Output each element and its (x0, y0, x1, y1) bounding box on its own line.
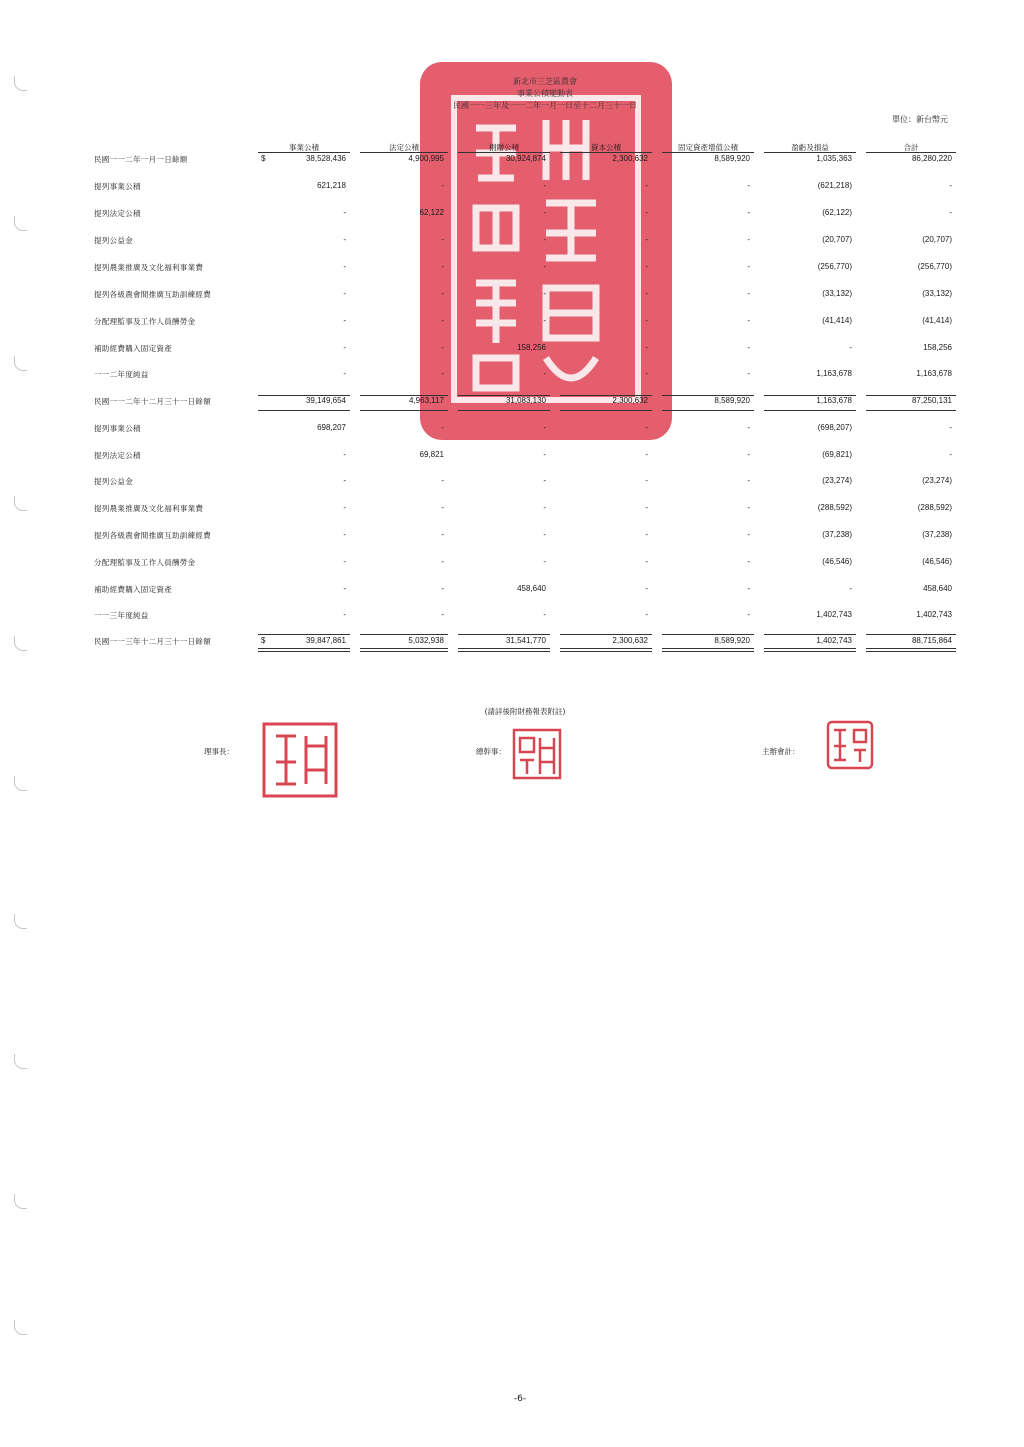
table-cell: (69,821) (822, 450, 852, 459)
table-cell: (698,207) (817, 423, 852, 432)
table-cell: (20,707) (922, 235, 952, 244)
table-cell: 39,847,861 (305, 636, 346, 645)
table-cell: (23,274) (822, 476, 852, 485)
table-cell: - (645, 530, 648, 539)
subtotal-rule (560, 395, 652, 396)
table-cell: - (645, 503, 648, 512)
double-rule (258, 648, 350, 652)
table-cell: - (441, 369, 444, 378)
binder-hole (14, 1320, 27, 1335)
table-cell: - (543, 289, 546, 298)
table-cell: 1,163,678 (816, 396, 852, 405)
table-cell: - (645, 369, 648, 378)
table-cell: 4,963,117 (409, 396, 444, 405)
table-row (0, 423, 1024, 437)
table-cell: (621,218) (817, 181, 852, 190)
row-label: 提列公益金 (94, 477, 133, 486)
row-label: 一一二年度純益 (94, 370, 149, 379)
table-cell: - (441, 557, 444, 566)
table-cell: - (543, 316, 546, 325)
table-cell: (46,546) (922, 557, 952, 566)
table-cell: - (949, 208, 952, 217)
table-cell: (23,274) (922, 476, 952, 485)
table-cell: (288,592) (917, 503, 952, 512)
table-row (0, 289, 1024, 303)
table-cell: 88,715,864 (911, 636, 952, 645)
table-cell: - (343, 610, 346, 619)
table-row (0, 235, 1024, 249)
table-cell: - (645, 235, 648, 244)
table-cell: (288,592) (817, 503, 852, 512)
table-cell: - (343, 289, 346, 298)
table-cell: - (747, 289, 750, 298)
row-label: 提列農業推廣及文化福利事業費 (94, 263, 204, 272)
table-cell: - (441, 235, 444, 244)
table-cell: - (949, 181, 952, 190)
total-rule (360, 634, 448, 635)
table-cell: - (441, 181, 444, 190)
table-cell: - (645, 208, 648, 217)
row-label: 分配理監事及工作人員酬勞金 (94, 558, 196, 567)
table-row (0, 476, 1024, 490)
table-cell: - (645, 289, 648, 298)
binder-hole (14, 1054, 27, 1069)
table-cell: 1,163,678 (816, 369, 852, 378)
table-cell: - (849, 343, 852, 352)
table-cell: - (645, 262, 648, 271)
table-cell: - (645, 450, 648, 459)
table-row (0, 154, 1024, 168)
table-cell: 158,256 (923, 343, 952, 352)
table-cell: 458,640 (923, 584, 952, 593)
double-rule (560, 648, 652, 652)
row-label: 民國一一三年十二月三十一日餘額 (94, 637, 211, 646)
table-cell: - (747, 450, 750, 459)
table-cell: 8,589,920 (714, 154, 750, 163)
row-label: 補助經費購入固定資產 (94, 585, 172, 594)
table-cell: 458,640 (517, 584, 546, 593)
currency-unit: 單位：新台幣元 (892, 115, 948, 124)
table-cell: 2,300,632 (612, 396, 648, 405)
table-cell: - (441, 343, 444, 352)
subtotal-rule (458, 410, 550, 411)
table-cell: - (543, 235, 546, 244)
table-cell: - (747, 235, 750, 244)
table-cell: - (645, 476, 648, 485)
row-label: 提列公益金 (94, 236, 133, 245)
double-rule (662, 648, 754, 652)
table-cell: (62,122) (822, 208, 852, 217)
table-cell: - (747, 610, 750, 619)
subtotal-rule (560, 410, 652, 411)
table-row (0, 584, 1024, 598)
binder-hole (14, 76, 27, 91)
table-cell: 2,300,632 (612, 154, 648, 163)
column-header: 事業公積 (258, 142, 350, 153)
table-cell: - (747, 181, 750, 190)
table-row (0, 208, 1024, 222)
table-cell: - (543, 181, 546, 190)
table-cell: - (543, 476, 546, 485)
table-row (0, 530, 1024, 544)
table-cell: 86,280,220 (911, 154, 952, 163)
chief-accountant-seal (826, 720, 874, 770)
table-cell: - (949, 450, 952, 459)
binder-hole (14, 776, 27, 791)
table-row (0, 262, 1024, 276)
row-label: 民國一一二年十二月三十一日餘額 (94, 397, 211, 406)
row-label: 分配理監事及工作人員酬勞金 (94, 317, 196, 326)
table-cell: - (343, 476, 346, 485)
table-cell: 621,218 (317, 181, 346, 190)
table-cell: 1,402,743 (816, 610, 852, 619)
row-label: 提列法定公積 (94, 209, 141, 218)
table-cell: (33,132) (822, 289, 852, 298)
table-cell: 2,300,632 (612, 636, 648, 645)
table-cell: - (343, 369, 346, 378)
table-cell: 31,083,130 (505, 396, 546, 405)
table-row (0, 396, 1024, 410)
chairman-seal (262, 722, 338, 798)
table-cell: - (543, 423, 546, 432)
column-header: 法定公積 (360, 142, 448, 153)
table-cell: - (747, 557, 750, 566)
subtotal-rule (866, 395, 956, 396)
subtotal-rule (662, 395, 754, 396)
table-row (0, 181, 1024, 195)
table-cell: 69,821 (419, 450, 444, 459)
table-row (0, 316, 1024, 330)
table-cell: (41,414) (922, 316, 952, 325)
table-cell: - (441, 289, 444, 298)
column-header: 資本公積 (560, 142, 652, 153)
table-cell: 1,402,743 (916, 610, 952, 619)
table-row (0, 369, 1024, 383)
table-cell: - (343, 208, 346, 217)
table-cell: - (343, 343, 346, 352)
table-cell: - (343, 557, 346, 566)
subtotal-rule (360, 395, 448, 396)
table-cell: - (849, 584, 852, 593)
table-row (0, 610, 1024, 624)
total-rule (764, 634, 856, 635)
table-cell: - (441, 316, 444, 325)
total-rule (458, 634, 550, 635)
table-cell: (256,770) (817, 262, 852, 271)
table-row (0, 503, 1024, 517)
double-rule (458, 648, 550, 652)
subtotal-rule (764, 395, 856, 396)
table-cell: - (343, 262, 346, 271)
table-cell: 62,122 (419, 208, 444, 217)
table-cell: - (441, 262, 444, 271)
table-cell: 4,900,995 (408, 154, 444, 163)
subtotal-rule (360, 410, 448, 411)
table-cell: - (543, 557, 546, 566)
double-rule (866, 648, 956, 652)
column-header: 盈虧及損益 (764, 142, 856, 153)
table-cell: - (747, 503, 750, 512)
table-cell: (37,238) (822, 530, 852, 539)
table-cell: - (441, 530, 444, 539)
table-cell: 8,589,920 (714, 636, 750, 645)
table-cell: - (747, 423, 750, 432)
table-cell: - (543, 503, 546, 512)
table-cell: - (645, 343, 648, 352)
double-rule (764, 648, 856, 652)
table-cell: - (343, 584, 346, 593)
table-cell: - (747, 530, 750, 539)
table-cell: - (441, 584, 444, 593)
table-cell: - (747, 208, 750, 217)
table-cell: - (343, 450, 346, 459)
table-cell: - (441, 476, 444, 485)
table-cell: - (441, 503, 444, 512)
table-cell: - (543, 450, 546, 459)
table-cell: 30,924,874 (505, 154, 546, 163)
table-row (0, 450, 1024, 464)
table-cell: - (543, 530, 546, 539)
binder-hole (14, 1194, 27, 1209)
total-rule (866, 634, 956, 635)
table-cell: - (645, 316, 648, 325)
chairman-label: 理事長： (204, 747, 234, 756)
table-cell: - (543, 610, 546, 619)
table-cell: - (747, 262, 750, 271)
table-cell: - (543, 208, 546, 217)
subtotal-rule (764, 410, 856, 411)
table-cell: 31,541,770 (505, 636, 546, 645)
table-cell: 158,256 (517, 343, 546, 352)
table-cell: (20,707) (822, 235, 852, 244)
row-label: 民國一一二年一月一日餘額 (94, 155, 188, 164)
general-manager-label: 總幹事： (476, 747, 506, 756)
row-label: 提列事業公積 (94, 424, 141, 433)
subtotal-rule (662, 410, 754, 411)
subtotal-rule (258, 395, 350, 396)
subtotal-rule (258, 410, 350, 411)
table-cell: - (645, 557, 648, 566)
table-row (0, 557, 1024, 571)
table-cell: (256,770) (917, 262, 952, 271)
row-label: 一一三年度純益 (94, 611, 149, 620)
table-cell: - (543, 369, 546, 378)
table-cell: (37,238) (922, 530, 952, 539)
currency-symbol: $ (261, 636, 266, 645)
org-title: 新北市三芝區農會 (513, 77, 577, 86)
row-label: 提列各級農會間推廣互助訓練經費 (94, 290, 211, 299)
table-cell: - (441, 423, 444, 432)
table-cell: - (343, 235, 346, 244)
table-cell: 87,250,131 (911, 396, 952, 405)
table-cell: 1,163,678 (916, 369, 952, 378)
row-label: 補助經費購入固定資產 (94, 344, 172, 353)
row-label: 提列法定公積 (94, 451, 141, 460)
table-cell: 5,032,938 (408, 636, 444, 645)
table-cell: - (343, 316, 346, 325)
row-label: 提列事業公積 (94, 182, 141, 191)
currency-symbol: $ (261, 154, 266, 163)
notes-reference: (請詳後附財務報表附註) (484, 707, 566, 716)
row-label: 提列農業推廣及文化福利事業費 (94, 504, 204, 513)
table-cell: - (645, 610, 648, 619)
general-manager-seal (512, 728, 562, 780)
statement-period: 民國一一三年及一一二年一月一日至十二月三十一日 (453, 101, 637, 110)
column-header: 合計 (866, 142, 956, 153)
table-cell: - (949, 423, 952, 432)
chief-accountant-label: 主辦會計： (762, 747, 800, 756)
table-row (0, 343, 1024, 357)
table-cell: - (747, 476, 750, 485)
table-cell: - (747, 316, 750, 325)
subtotal-rule (458, 395, 550, 396)
column-header: 固定資產增值公積 (662, 142, 754, 153)
total-rule (560, 634, 652, 635)
table-cell: - (645, 181, 648, 190)
double-rule (360, 648, 448, 652)
column-header: 捐贈公積 (458, 142, 550, 153)
table-cell: 698,207 (317, 423, 346, 432)
table-cell: - (343, 503, 346, 512)
table-cell: - (747, 369, 750, 378)
row-label: 提列各級農會間推廣互助訓練經費 (94, 531, 211, 540)
table-cell: (41,414) (822, 316, 852, 325)
total-rule (258, 634, 350, 635)
table-cell: - (747, 584, 750, 593)
table-cell: 39,149,654 (305, 396, 346, 405)
table-cell: 8,589,920 (714, 396, 750, 405)
total-rule (662, 634, 754, 635)
table-cell: - (645, 423, 648, 432)
table-cell: - (441, 610, 444, 619)
statement-title: 事業公積變動表 (517, 89, 573, 98)
table-cell: - (645, 584, 648, 593)
table-cell: - (343, 530, 346, 539)
table-cell: - (543, 262, 546, 271)
subtotal-rule (866, 410, 956, 411)
table-cell: 1,402,743 (816, 636, 852, 645)
table-cell: 1,035,363 (816, 154, 852, 163)
table-cell: 38,528,436 (305, 154, 346, 163)
binder-hole (14, 914, 27, 929)
table-cell: (46,546) (822, 557, 852, 566)
table-cell: (33,132) (922, 289, 952, 298)
page-number: -6- (513, 1394, 527, 1404)
large-seal-stamp (416, 58, 676, 444)
table-cell: - (747, 343, 750, 352)
